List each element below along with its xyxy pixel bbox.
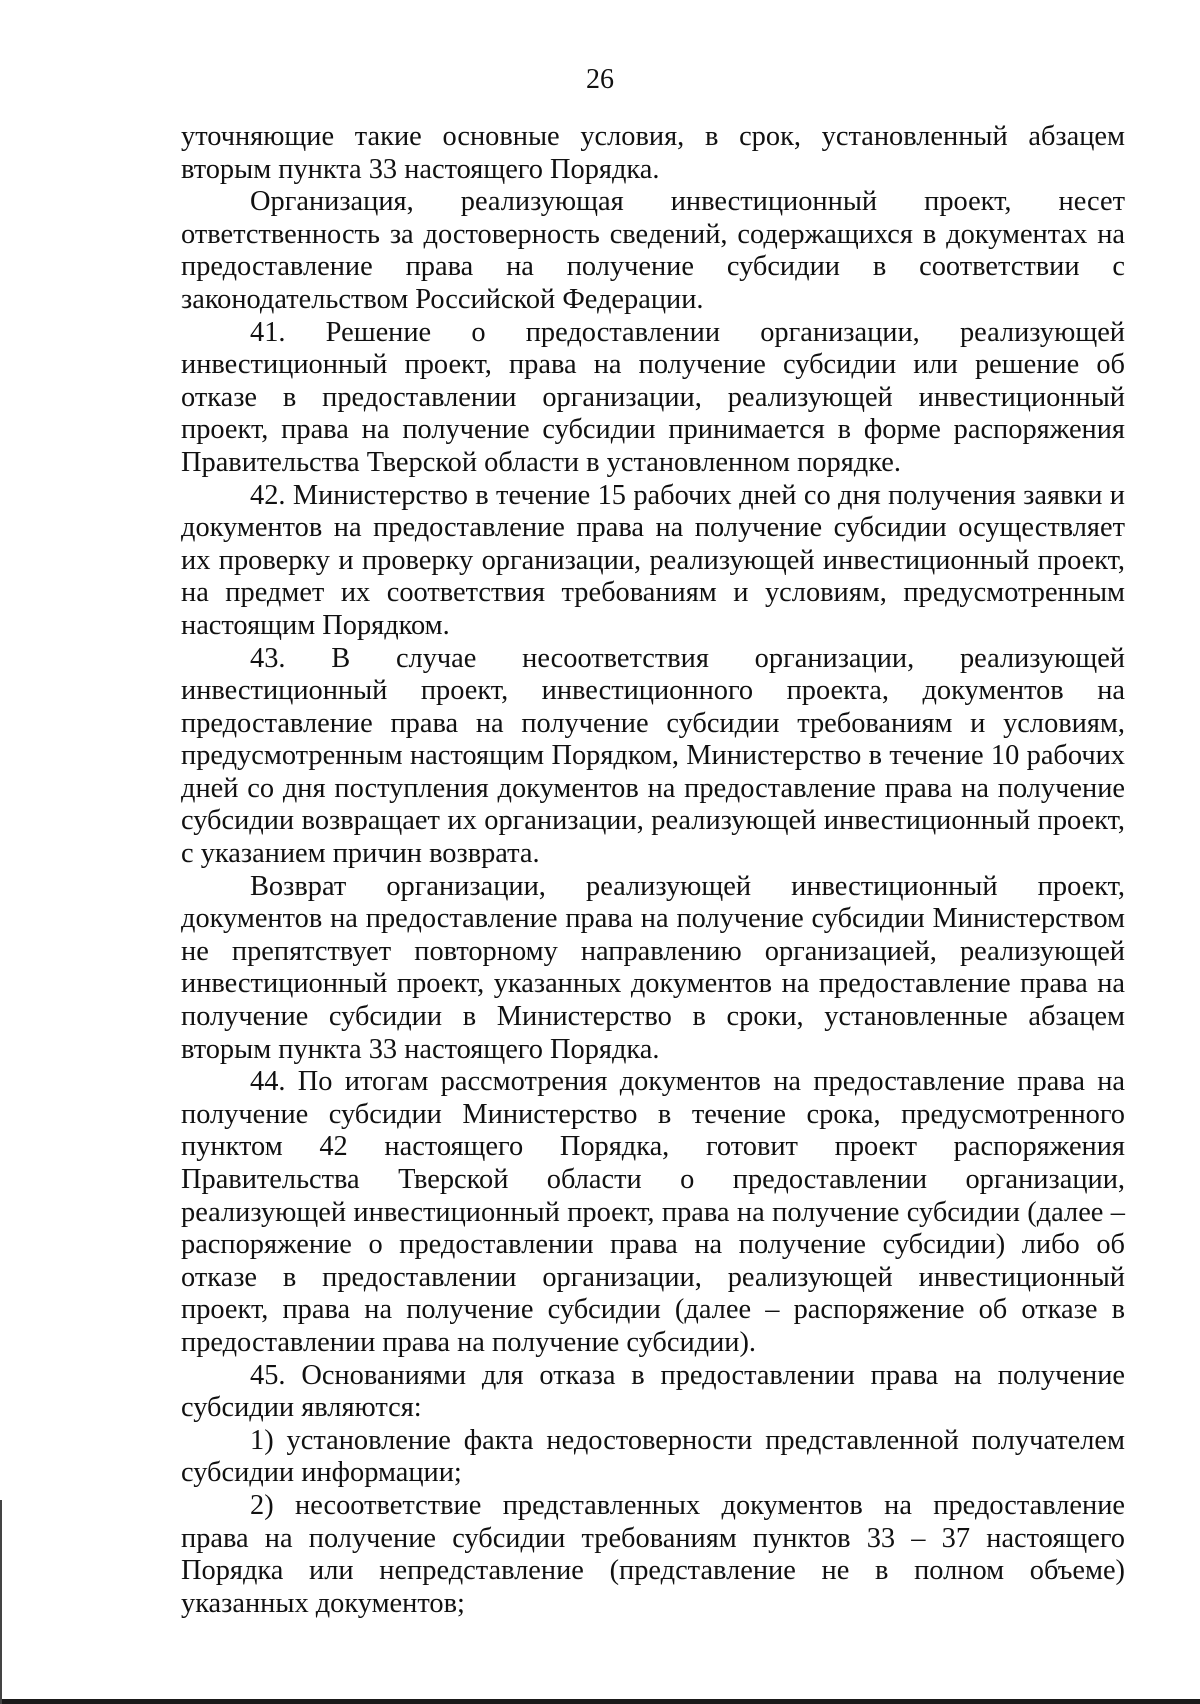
paragraph-clause-44: 44. По итогам рассмотрения документов на предоставление права на получение субсидии Министерство в течение срока, предусмотренного пунктом 42 настоящего Порядка, готовит проект распоряжения Правительства Тверской области о предоставлении организации, реализующей инвестиционный проект, права на получение субсидии (далее – распоряжение о предоставлении права на получение субсидии) либо об отказе в предоставлении организации, реализующей инвестиционный проект, права на получение субсидии (далее – распоряжение об отказе в предоставлении права на получение субсидии). <box>181 1066 1125 1358</box>
paragraph-continuation: уточняющие такие основные условия, в срок, установленный абзацем вторым пункта 33 настоящего Порядка. <box>181 121 1125 185</box>
list-item-2: 2) несоответствие представленных документов на предоставление права на получение субсидии требованиям пунктов 33 – 37 настоящего Порядка или непредставление (представление не в полном объеме) указанных документов; <box>181 1489 1125 1619</box>
page-number: 26 <box>586 64 614 95</box>
paragraph-clause-41: 41. Решение о предоставлении организации, реализующей инвестиционный проект, права на получение субсидии или решение об отказе в предоставлении организации, реализующей инвестиционный проект, права на получение субсидии принимается в форме распоряжения Правительства Тверской области в установленном порядке. <box>181 316 1125 478</box>
list-item-1: 1) установление факта недостоверности представленной получателем субсидии информации; <box>181 1424 1125 1489</box>
paragraph-clause-42: 42. Министерство в течение 15 рабочих дней со дня получения заявки и документов на предоставление права на получение субсидии осуществляет их проверку и проверку организации, реализующей инвестиционный проект, на предмет их соответствия требованиям и условиям, предусмотренным настоящим Порядком. <box>181 479 1125 641</box>
paragraph-clause-43: 43. В случае несоответствия организации, реализующей инвестиционный проект, инвестиционного проекта, документов на предоставление права на получение субсидии требованиям и условиям, предусмотренным настоящим Порядком, Министерство в течение 10 рабочих дней со дня поступления документов на предоставление права на получение субсидии возвращает их организации, реализующей инвестиционный проект, с указанием причин возврата. <box>181 642 1125 870</box>
paragraph-responsibility: Организация, реализующая инвестиционный проект, несет ответственность за достоверность сведений, содержащихся в документах на предоставление права на получение субсидии в соответствии с законодательством Российской Федерации. <box>181 186 1125 315</box>
paragraph-return: Возврат организации, реализующей инвестиционный проект, документов на предоставление права на получение субсидии Министерством не препятствует повторному направлению организацией, реализующей инвестиционный проект, указанных документов на предоставление права на получение субсидии в Министерство в сроки, установленные абзацем вторым пункта 33 настоящего Порядка. <box>181 870 1125 1065</box>
scan-edge <box>0 1699 1200 1704</box>
document-body <box>181 121 1125 1620</box>
scan-edge-left <box>0 1500 2 1704</box>
paragraph-clause-45: 45. Основаниями для отказа в предоставлении права на получение субсидии являются: <box>181 1359 1125 1424</box>
